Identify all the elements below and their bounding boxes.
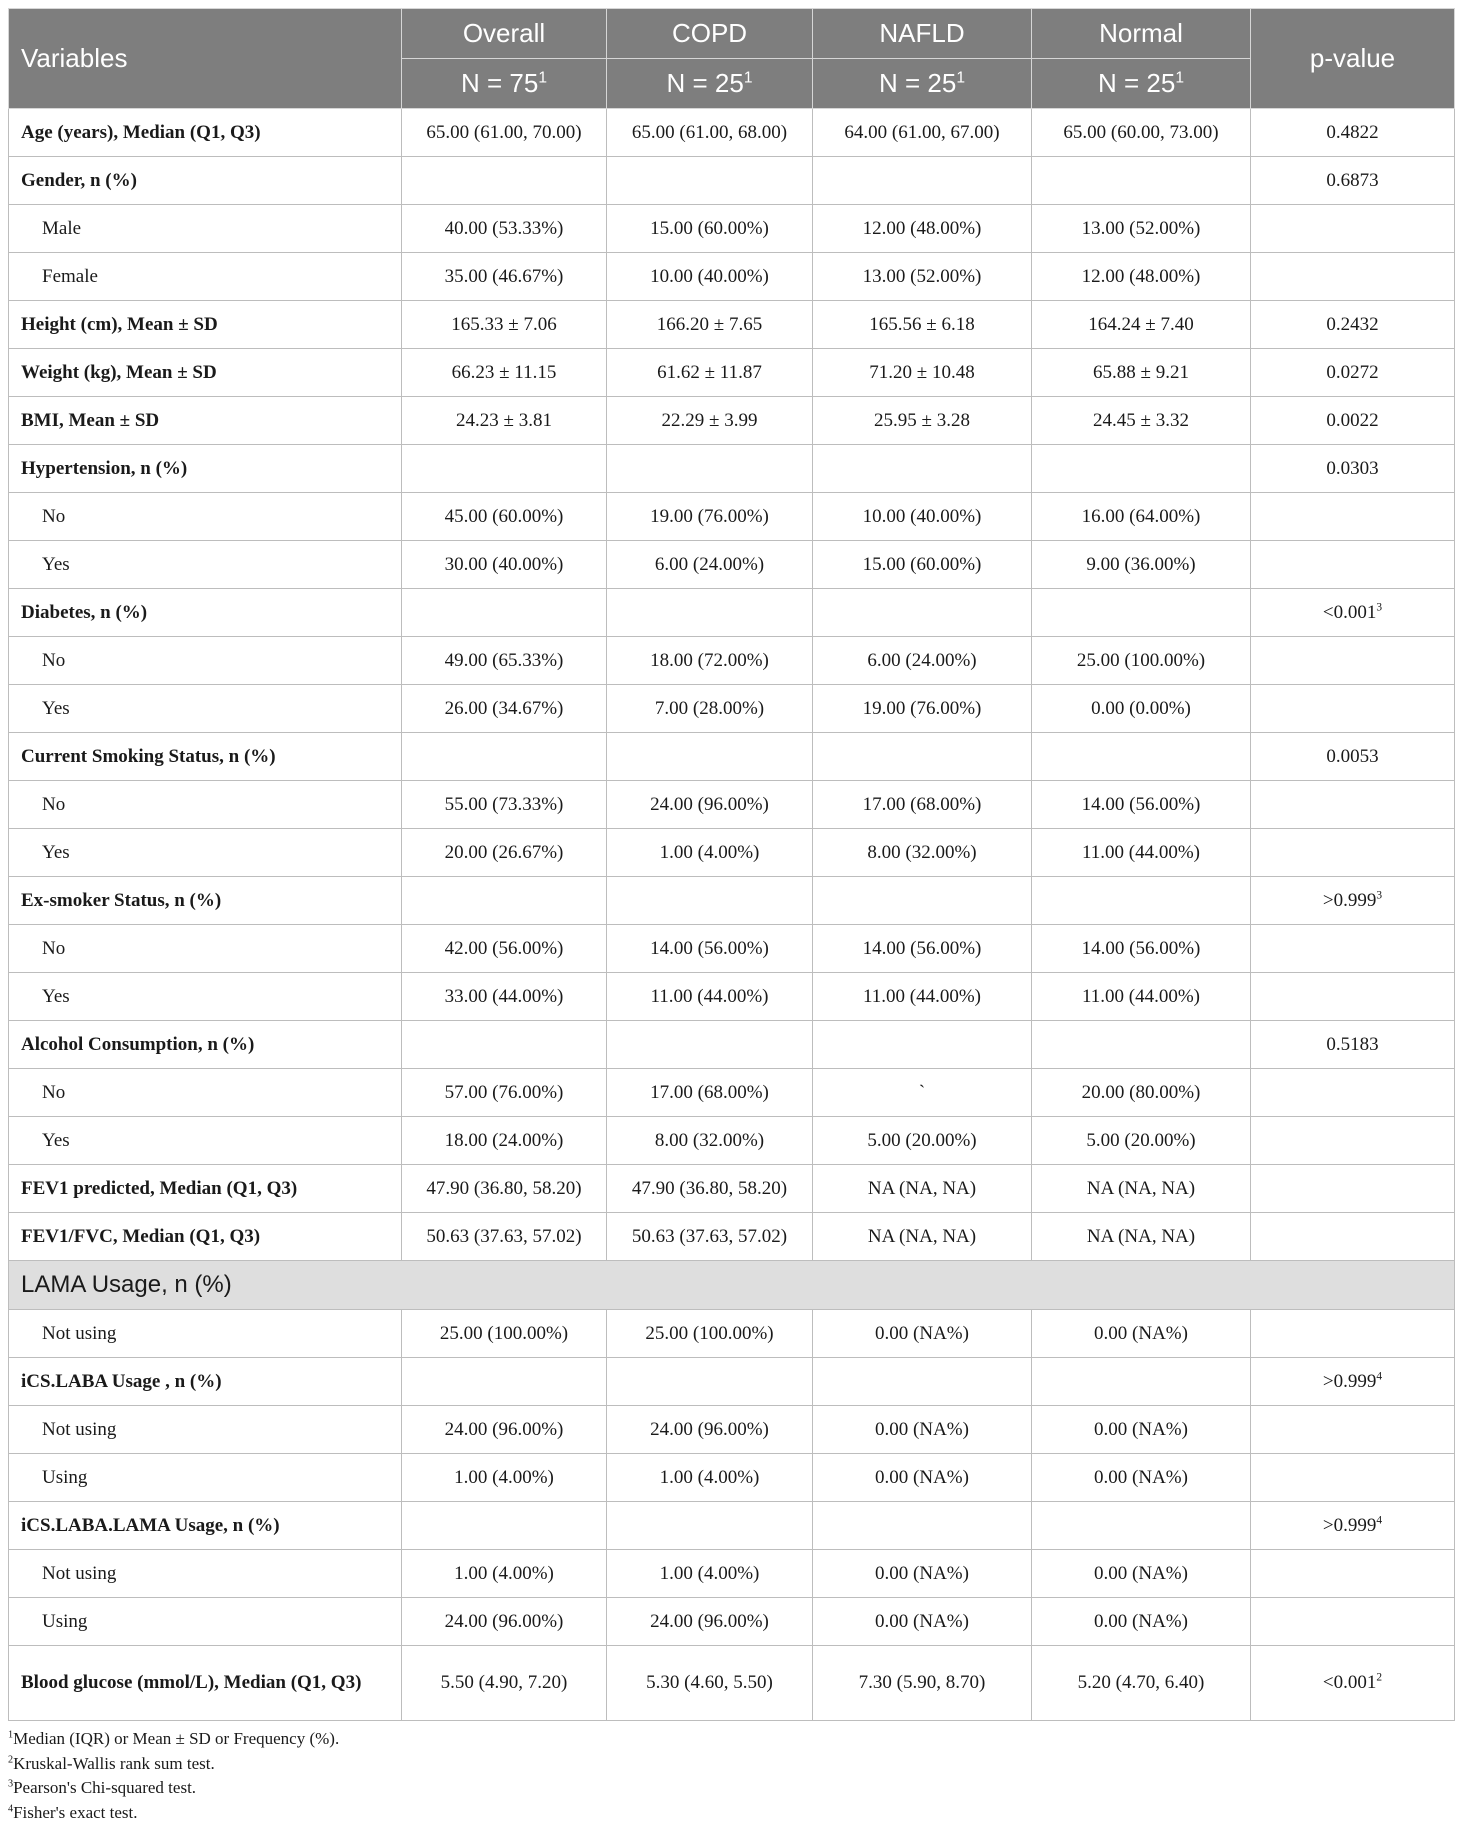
row-label: Current Smoking Status, n (%): [9, 733, 402, 781]
data-cell: 11.00 (44.00%): [1032, 829, 1251, 877]
footnote-text: Kruskal-Wallis rank sum test.: [13, 1753, 215, 1773]
table-row: [9, 109, 1455, 157]
data-cell: 14.00 (56.00%): [607, 925, 813, 973]
pvalue-cell: [1251, 925, 1455, 973]
data-cell: 0.00 (NA%): [813, 1406, 1032, 1454]
data-cell: 0.00 (NA%): [1032, 1406, 1251, 1454]
pvalue-cell: [1251, 685, 1455, 733]
data-cell: [402, 445, 607, 493]
row-label: Not using: [9, 1310, 402, 1358]
header-group-n: [402, 59, 607, 109]
data-cell: 14.00 (56.00%): [1032, 925, 1251, 973]
row-label: BMI, Mean ± SD: [9, 397, 402, 445]
data-cell: 19.00 (76.00%): [813, 685, 1032, 733]
data-cell: 5.50 (4.90, 7.20): [402, 1646, 607, 1721]
footnote-marker: 4: [1376, 1370, 1383, 1383]
footnote-marker: 2: [1376, 1671, 1383, 1684]
table-row: [9, 253, 1455, 301]
section-row: [9, 1261, 1455, 1310]
table-row: [9, 589, 1455, 637]
data-cell: 33.00 (44.00%): [402, 973, 607, 1021]
group-n-text: N = 75: [460, 68, 539, 98]
group-n-text: N = 25: [666, 68, 744, 98]
footnote-marker: 3: [1376, 889, 1383, 902]
pvalue-text: 0.5183: [1326, 1033, 1379, 1055]
row-label: Using: [9, 1454, 402, 1502]
pvalue-cell: [1251, 1454, 1455, 1502]
table-row: [9, 493, 1455, 541]
row-label: No: [9, 637, 402, 685]
data-cell: [1032, 1358, 1251, 1406]
data-cell: 24.00 (96.00%): [607, 1406, 813, 1454]
table-row: [9, 541, 1455, 589]
row-label: Diabetes, n (%): [9, 589, 402, 637]
data-cell: 6.00 (24.00%): [607, 541, 813, 589]
footnote-number: 1: [8, 1729, 14, 1741]
section-label: LAMA Usage, n (%): [9, 1261, 1455, 1310]
footnote-text: Median (IQR) or Mean ± SD or Frequency (%).: [13, 1729, 340, 1748]
data-cell: 65.00 (61.00, 70.00): [402, 109, 607, 157]
pvalue-cell: [1251, 493, 1455, 541]
pvalue-cell: [1251, 829, 1455, 877]
footnote-marker: 1: [956, 69, 965, 87]
table-row: [9, 1213, 1455, 1261]
data-cell: [813, 157, 1032, 205]
pvalue-text: 0.2432: [1326, 313, 1379, 335]
pvalue-text: 0.0053: [1326, 745, 1379, 767]
group-n-text: N = 25: [878, 68, 957, 98]
data-cell: 0.00 (NA%): [1032, 1550, 1251, 1598]
data-cell: [1032, 445, 1251, 493]
data-cell: 1.00 (4.00%): [607, 829, 813, 877]
data-cell: 20.00 (80.00%): [1032, 1069, 1251, 1117]
row-label: No: [9, 925, 402, 973]
pvalue-cell: [1251, 157, 1455, 205]
data-cell: 11.00 (44.00%): [813, 973, 1032, 1021]
pvalue-cell: [1251, 637, 1455, 685]
data-cell: 24.00 (96.00%): [402, 1598, 607, 1646]
row-label: Yes: [9, 1117, 402, 1165]
data-cell: 24.00 (96.00%): [607, 1598, 813, 1646]
group-n-text: N = 25: [1097, 68, 1176, 98]
data-cell: 16.00 (64.00%): [1032, 493, 1251, 541]
row-label: Blood glucose (mmol/L), Median (Q1, Q3): [9, 1646, 402, 1721]
data-cell: [1032, 1021, 1251, 1069]
data-cell: [1032, 877, 1251, 925]
data-cell: 1.00 (4.00%): [607, 1550, 813, 1598]
data-cell: 11.00 (44.00%): [607, 973, 813, 1021]
data-cell: 5.20 (4.70, 6.40): [1032, 1646, 1251, 1721]
data-cell: 166.20 ± 7.65: [607, 301, 813, 349]
data-cell: 5.00 (20.00%): [1032, 1117, 1251, 1165]
table-row: [9, 1502, 1455, 1550]
data-cell: 7.30 (5.90, 8.70): [813, 1646, 1032, 1721]
data-cell: [1032, 589, 1251, 637]
pvalue-text: >0.999: [1322, 889, 1377, 911]
data-cell: 9.00 (36.00%): [1032, 541, 1251, 589]
data-cell: 49.00 (65.33%): [402, 637, 607, 685]
header-group-name: NAFLD: [813, 9, 1032, 59]
data-cell: 25.00 (100.00%): [1032, 637, 1251, 685]
pvalue-text: >0.999: [1322, 1514, 1377, 1536]
row-label: iCS.LABA.LAMA Usage, n (%): [9, 1502, 402, 1550]
data-cell: [1032, 1502, 1251, 1550]
data-cell: [813, 877, 1032, 925]
data-cell: 13.00 (52.00%): [813, 253, 1032, 301]
data-cell: 19.00 (76.00%): [607, 493, 813, 541]
data-cell: `: [813, 1069, 1032, 1117]
header-variables: Variables: [9, 9, 402, 109]
row-label: Yes: [9, 829, 402, 877]
data-cell: [402, 733, 607, 781]
data-cell: 57.00 (76.00%): [402, 1069, 607, 1117]
data-cell: 40.00 (53.33%): [402, 205, 607, 253]
data-cell: [813, 1502, 1032, 1550]
data-cell: NA (NA, NA): [813, 1213, 1032, 1261]
data-cell: 11.00 (44.00%): [1032, 973, 1251, 1021]
data-cell: 24.00 (96.00%): [402, 1406, 607, 1454]
data-cell: [1032, 733, 1251, 781]
data-cell: [607, 1358, 813, 1406]
row-label: Ex-smoker Status, n (%): [9, 877, 402, 925]
data-cell: 12.00 (48.00%): [1032, 253, 1251, 301]
data-cell: 55.00 (73.33%): [402, 781, 607, 829]
data-cell: 6.00 (24.00%): [813, 637, 1032, 685]
data-cell: [813, 1358, 1032, 1406]
data-cell: [402, 589, 607, 637]
row-label: Weight (kg), Mean ± SD: [9, 349, 402, 397]
data-cell: 22.29 ± 3.99: [607, 397, 813, 445]
header-group-name: Normal: [1032, 9, 1251, 59]
data-cell: 0.00 (NA%): [813, 1310, 1032, 1358]
pvalue-cell: [1251, 349, 1455, 397]
header-pvalue: p-value: [1251, 9, 1455, 109]
pvalue-cell: [1251, 1021, 1455, 1069]
pvalue-cell: [1251, 1310, 1455, 1358]
data-cell: 165.33 ± 7.06: [402, 301, 607, 349]
data-cell: 17.00 (68.00%): [607, 1069, 813, 1117]
data-cell: 66.23 ± 11.15: [402, 349, 607, 397]
table-row: [9, 157, 1455, 205]
table-row: [9, 1117, 1455, 1165]
pvalue-cell: [1251, 1502, 1455, 1550]
data-cell: 35.00 (46.67%): [402, 253, 607, 301]
data-cell: 1.00 (4.00%): [607, 1454, 813, 1502]
data-cell: 26.00 (34.67%): [402, 685, 607, 733]
table-row: [9, 205, 1455, 253]
footnote: [8, 1752, 1454, 1777]
pvalue-cell: [1251, 397, 1455, 445]
footnote-number: 2: [8, 1753, 14, 1765]
table-row: [9, 1069, 1455, 1117]
data-cell: 0.00 (0.00%): [1032, 685, 1251, 733]
baseline-characteristics-table: [8, 8, 1455, 1721]
data-cell: NA (NA, NA): [1032, 1165, 1251, 1213]
pvalue-cell: [1251, 1358, 1455, 1406]
header-group-n: [813, 59, 1032, 109]
table-row: [9, 1165, 1455, 1213]
table-row: [9, 733, 1455, 781]
data-cell: [1032, 157, 1251, 205]
table-row: [9, 925, 1455, 973]
table-row: [9, 349, 1455, 397]
data-cell: NA (NA, NA): [1032, 1213, 1251, 1261]
header-group-n: [1032, 59, 1251, 109]
pvalue-cell: [1251, 781, 1455, 829]
table-row: [9, 301, 1455, 349]
footnote-marker: 1: [538, 69, 547, 87]
row-label: FEV1 predicted, Median (Q1, Q3): [9, 1165, 402, 1213]
row-label: No: [9, 1069, 402, 1117]
table-row: [9, 445, 1455, 493]
row-label: Height (cm), Mean ± SD: [9, 301, 402, 349]
pvalue-text: 0.0272: [1326, 361, 1379, 383]
pvalue-cell: [1251, 109, 1455, 157]
pvalue-cell: [1251, 877, 1455, 925]
header-group-name: Overall: [402, 9, 607, 59]
data-cell: 25.00 (100.00%): [402, 1310, 607, 1358]
row-label: Hypertension, n (%): [9, 445, 402, 493]
pvalue-cell: [1251, 733, 1455, 781]
row-label: Age (years), Median (Q1, Q3): [9, 109, 402, 157]
data-cell: 5.30 (4.60, 5.50): [607, 1646, 813, 1721]
data-cell: 1.00 (4.00%): [402, 1454, 607, 1502]
data-cell: 18.00 (24.00%): [402, 1117, 607, 1165]
data-cell: [607, 733, 813, 781]
data-cell: [402, 877, 607, 925]
data-cell: 12.00 (48.00%): [813, 205, 1032, 253]
data-cell: 61.62 ± 11.87: [607, 349, 813, 397]
data-cell: 65.00 (61.00, 68.00): [607, 109, 813, 157]
data-cell: 25.00 (100.00%): [607, 1310, 813, 1358]
footnote-number: 4: [8, 1802, 14, 1814]
data-cell: [607, 877, 813, 925]
data-cell: [813, 733, 1032, 781]
table-row: [9, 1646, 1455, 1721]
row-label: Yes: [9, 541, 402, 589]
table-row: [9, 1454, 1455, 1502]
footnote-marker: 1: [1175, 69, 1184, 87]
pvalue-text: >0.999: [1322, 1370, 1377, 1392]
data-cell: [607, 445, 813, 493]
table-row: [9, 637, 1455, 685]
table-row: [9, 973, 1455, 1021]
data-cell: 64.00 (61.00, 67.00): [813, 109, 1032, 157]
data-cell: 14.00 (56.00%): [1032, 781, 1251, 829]
data-cell: [402, 157, 607, 205]
data-cell: [607, 1502, 813, 1550]
data-cell: 47.90 (36.80, 58.20): [402, 1165, 607, 1213]
pvalue-text: <0.001: [1322, 1672, 1377, 1693]
data-cell: 10.00 (40.00%): [813, 493, 1032, 541]
data-cell: 65.00 (60.00, 73.00): [1032, 109, 1251, 157]
data-cell: 0.00 (NA%): [1032, 1598, 1251, 1646]
footnote-number: 3: [8, 1778, 14, 1790]
pvalue-text: 0.4822: [1326, 121, 1379, 143]
pvalue-cell: [1251, 301, 1455, 349]
footnote: [8, 1776, 1454, 1801]
table-row: [9, 685, 1455, 733]
row-label: FEV1/FVC, Median (Q1, Q3): [9, 1213, 402, 1261]
pvalue-cell: [1251, 445, 1455, 493]
pvalue-cell: [1251, 973, 1455, 1021]
row-label: Not using: [9, 1406, 402, 1454]
table-row: [9, 1598, 1455, 1646]
data-cell: 165.56 ± 6.18: [813, 301, 1032, 349]
data-cell: 30.00 (40.00%): [402, 541, 607, 589]
header-group-name: COPD: [607, 9, 813, 59]
table-row: [9, 781, 1455, 829]
pvalue-cell: [1251, 541, 1455, 589]
data-cell: 0.00 (NA%): [813, 1454, 1032, 1502]
row-label: No: [9, 781, 402, 829]
data-cell: 50.63 (37.63, 57.02): [607, 1213, 813, 1261]
data-cell: 8.00 (32.00%): [607, 1117, 813, 1165]
table-row: [9, 1021, 1455, 1069]
data-cell: [813, 589, 1032, 637]
table-header: [9, 9, 1455, 109]
table-row: [9, 1310, 1455, 1358]
data-cell: 15.00 (60.00%): [813, 541, 1032, 589]
pvalue-text: <0.001: [1322, 601, 1377, 623]
footnote-marker: 1: [743, 69, 753, 87]
row-label: Yes: [9, 685, 402, 733]
row-label: Yes: [9, 973, 402, 1021]
table-body: [9, 109, 1455, 1721]
data-cell: 13.00 (52.00%): [1032, 205, 1251, 253]
row-label: Gender, n (%): [9, 157, 402, 205]
data-cell: [813, 445, 1032, 493]
data-cell: 14.00 (56.00%): [813, 925, 1032, 973]
data-cell: 0.00 (NA%): [813, 1598, 1032, 1646]
pvalue-cell: [1251, 1598, 1455, 1646]
row-label: iCS.LABA Usage , n (%): [9, 1358, 402, 1406]
row-label: Male: [9, 205, 402, 253]
data-cell: 8.00 (32.00%): [813, 829, 1032, 877]
pvalue-cell: [1251, 253, 1455, 301]
data-cell: [402, 1021, 607, 1069]
data-cell: NA (NA, NA): [813, 1165, 1032, 1213]
data-cell: 24.23 ± 3.81: [402, 397, 607, 445]
data-cell: 50.63 (37.63, 57.02): [402, 1213, 607, 1261]
pvalue-cell: [1251, 205, 1455, 253]
data-cell: [402, 1502, 607, 1550]
table-row: [9, 877, 1455, 925]
pvalue-cell: [1251, 589, 1455, 637]
row-label: Not using: [9, 1550, 402, 1598]
data-cell: [607, 1021, 813, 1069]
row-label: Using: [9, 1598, 402, 1646]
data-cell: [607, 589, 813, 637]
pvalue-cell: [1251, 1165, 1455, 1213]
pvalue-text: 0.0303: [1326, 457, 1379, 479]
data-cell: 42.00 (56.00%): [402, 925, 607, 973]
data-cell: 5.00 (20.00%): [813, 1117, 1032, 1165]
row-label: No: [9, 493, 402, 541]
data-cell: 18.00 (72.00%): [607, 637, 813, 685]
footnote-text: Fisher's exact test.: [13, 1802, 138, 1822]
data-cell: 1.00 (4.00%): [402, 1550, 607, 1598]
table-row: [9, 397, 1455, 445]
pvalue-cell: [1251, 1117, 1455, 1165]
row-label: Alcohol Consumption, n (%): [9, 1021, 402, 1069]
data-cell: 24.45 ± 3.32: [1032, 397, 1251, 445]
data-cell: 17.00 (68.00%): [813, 781, 1032, 829]
data-cell: 24.00 (96.00%): [607, 781, 813, 829]
footnote: [8, 1727, 1454, 1752]
data-cell: 0.00 (NA%): [1032, 1454, 1251, 1502]
pvalue-cell: [1251, 1646, 1455, 1721]
pvalue-text: 0.6873: [1326, 169, 1379, 191]
data-cell: [813, 1021, 1032, 1069]
footnote-marker: 4: [1376, 1514, 1383, 1527]
table-container: [8, 8, 1454, 1825]
data-cell: 25.95 ± 3.28: [813, 397, 1032, 445]
data-cell: [402, 1358, 607, 1406]
footnote-marker: 3: [1376, 601, 1383, 614]
pvalue-cell: [1251, 1550, 1455, 1598]
table-row: [9, 1550, 1455, 1598]
data-cell: 10.00 (40.00%): [607, 253, 813, 301]
data-cell: 0.00 (NA%): [1032, 1310, 1251, 1358]
row-label: Female: [9, 253, 402, 301]
data-cell: 15.00 (60.00%): [607, 205, 813, 253]
table-row: [9, 829, 1455, 877]
pvalue-cell: [1251, 1069, 1455, 1117]
table-row: [9, 1406, 1455, 1454]
header-group-n: [607, 59, 813, 109]
data-cell: 45.00 (60.00%): [402, 493, 607, 541]
data-cell: 47.90 (36.80, 58.20): [607, 1165, 813, 1213]
pvalue-cell: [1251, 1406, 1455, 1454]
data-cell: 7.00 (28.00%): [607, 685, 813, 733]
footnote-text: Pearson's Chi-squared test.: [13, 1778, 197, 1797]
data-cell: 164.24 ± 7.40: [1032, 301, 1251, 349]
pvalue-cell: [1251, 1213, 1455, 1261]
data-cell: [607, 157, 813, 205]
data-cell: 71.20 ± 10.48: [813, 349, 1032, 397]
footnotes: [8, 1727, 1454, 1825]
table-row: [9, 1358, 1455, 1406]
pvalue-text: 0.0022: [1326, 409, 1379, 431]
data-cell: 0.00 (NA%): [813, 1550, 1032, 1598]
data-cell: 20.00 (26.67%): [402, 829, 607, 877]
data-cell: 65.88 ± 9.21: [1032, 349, 1251, 397]
footnote: [8, 1801, 1454, 1826]
